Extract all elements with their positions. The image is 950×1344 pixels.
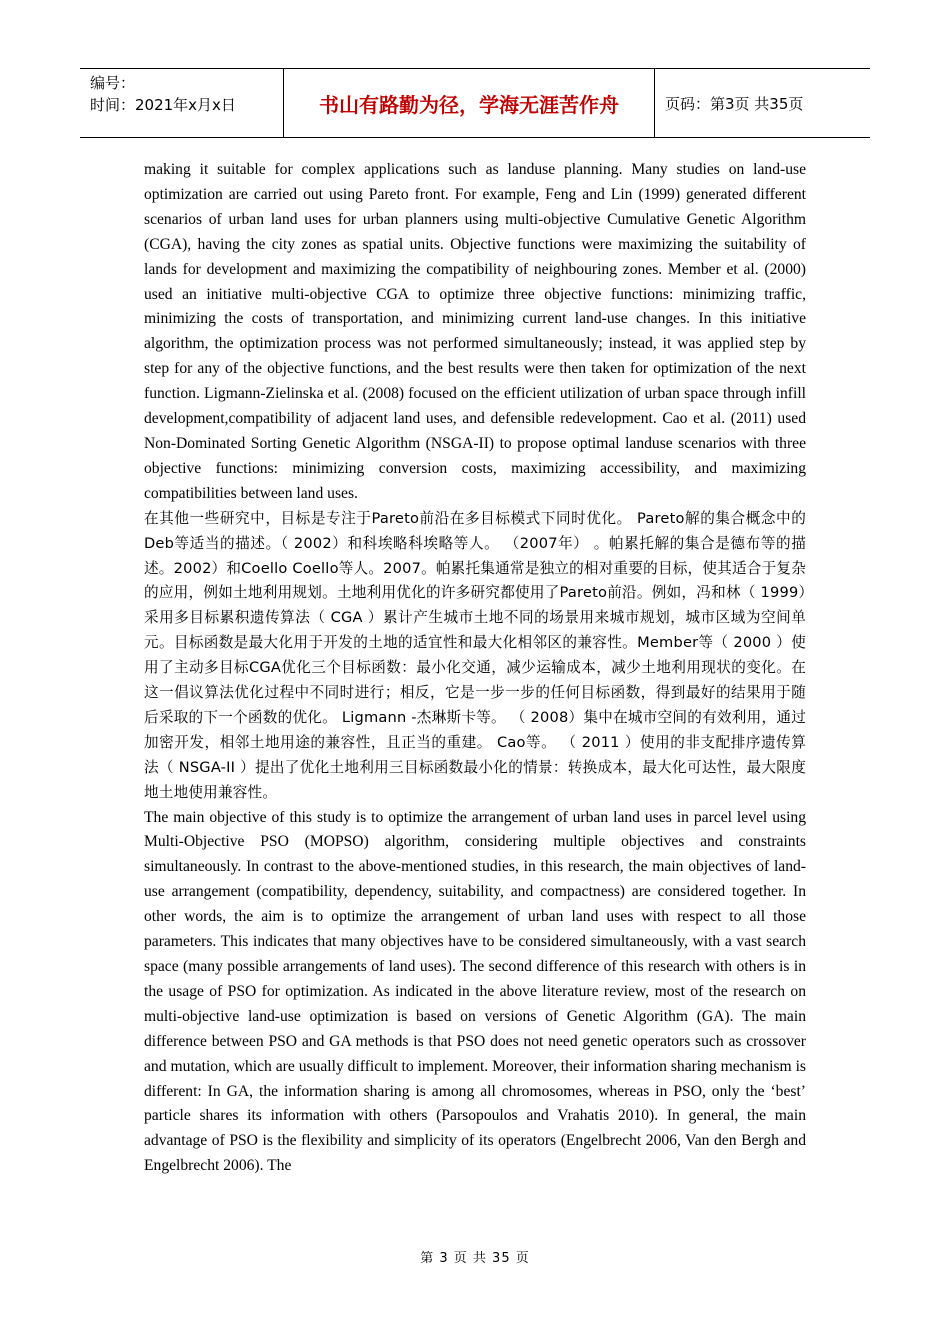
paragraph-chinese-translation: 在其他一些研究中，目标是专注于Pareto前沿在多目标模式下同时优化。 Pareto解的集合概念中的Deb等适当的描述。（ 2002）和科埃略科埃略等人。 （2007年） 。帕累托解的集合是德布等的描述。2002）和Coello Coello等人。2007。帕累托集通常是独立的相对重要的目标，使其适合于复杂的应用，例如土地利用规划。土地利用优化的许多研究都使用了Pareto前沿。例如，冯和林（ 1999）采用多目标累积遗传算法（ CGA ）累计产生城市土地不同的场景用来城市规划，城市区域为空间单元。目标函数是最大化用于开发的土地的适宜性和最大化相邻区的兼容性。Member等（ 2000 ）使用了主动多目标CGA优化三个目标函数：最小化交通，减少运输成本，减少土地利用现状的变化。在这一倡议算法优化过程中不同时进行；相反，它是一步一步的任何目标函数，得到最好的结果用于随后采取的下一个函数的优化。 Ligmann -杰琳斯卡等。 （ 2008）集中在城市空间的有效利用，通过加密开发，相邻土地用途的兼容性，且正当的重建。 Cao等。 （ 2011 ）使用的非支配排序遗传算法（ NSGA-II ）提出了优化土地利用三目标函数最小化的情景：转换成本，最大化可达性，最大限度地土地使用兼容性。	[144, 509, 806, 801]
header-meta	[80, 69, 283, 137]
header-motto: 书山有路勤为径，学海无涯苦作舟	[283, 69, 655, 137]
header-page-info: 页码：第3页 共35页	[665, 94, 804, 113]
paragraph-english-2: The main objective of this study is to optimize the arrangement of urban land uses in parcel level using Multi-Objective PSO (MOPSO) algorithm, considering multiple objectives and constraints simultaneously. In contrast to the above-mentioned studies, in this research, the main objectives of land-use arrangement (compatibility, dependency, suitability, and compactness) are considered together. In other words, the aim is to optimize the arrangement of urban land uses with respect to all those parameters. This indicates that many objectives have to be considered simultaneously, with a vast search space (many possible arrangements of land uses). The second difference of this research with others is in the usage of PSO for optimization. As indicated in the above literature review, most of the research on multi-objective land-use optimization is based on versions of Genetic Algorithm (GA). The main difference between PSO and GA methods is that PSO does not need genetic operators such as crossover and mutation, which are usually difficult to implement. Moreover, their information sharing mechanism is different: In GA, the information sharing is among all chromosomes, whereas in PSO, only the ‘best’ particle shares its information with others (Parsopoulos and Vrahatis 2010). In general, the main advantage of PSO is the flexibility and simplicity of its operators (Engelbrecht 2006, Van den Bergh and Engelbrecht 2006). The	[144, 808, 806, 1175]
page-header	[80, 68, 870, 138]
document-body	[144, 158, 806, 1179]
paragraph-english-1: making it suitable for complex applications such as landuse planning. Many studies on land-use optimization are carried out using Pareto front. For example, Feng and Lin (1999) generated different scenarios of urban land uses for urban planners using multi-objective Cumulative Genetic Algorithm (CGA), having the city zones as spatial units. Objective functions were maximizing the suitability of lands for development and maximizing the compatibility of neighbouring zones. Member et al. (2000) used an initiative multi-objective CGA to optimize three objective functions: minimizing traffic, minimizing the costs of transportation, and minimizing current land-use changes. In this initiative algorithm, the optimization process was not performed simultaneously; instead, it was applied step by step for any of the objective functions, and the best results were then taken for optimization of the next function. Ligmann-Zielinska et al. (2008) focused on the efficient utilization of urban space through infill development,compatibility of adjacent land uses, and defensible redevelopment. Cao et al. (2011) used Non-Dominated Sorting Genetic Algorithm (NSGA-II) to propose optimal landuse scenarios with three objective functions: minimizing conversion costs, maximizing accessibility, and maximizing compatibilities between land uses.	[144, 161, 806, 502]
document-number-label: 编号：	[90, 74, 136, 92]
document-date: 时间：2021年x月x日	[90, 96, 236, 114]
page-footer: 第 3 页 共 35 页	[420, 1251, 530, 1266]
